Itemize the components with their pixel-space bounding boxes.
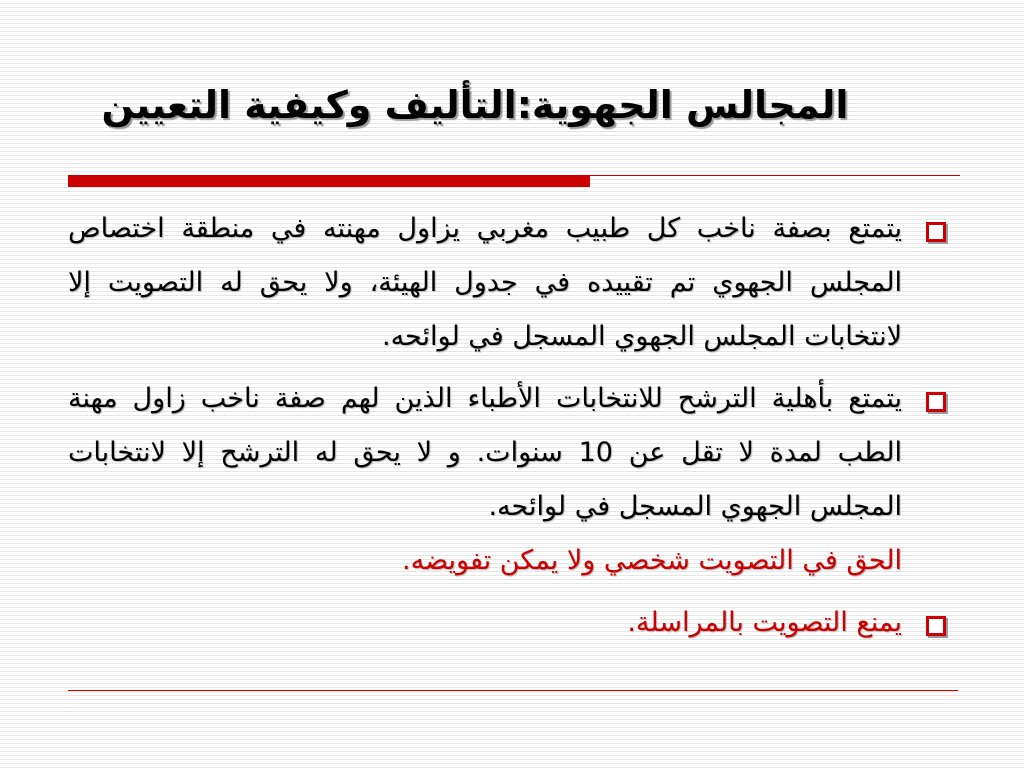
hollow-square-bullet-icon [926, 222, 946, 242]
bottom-divider [68, 690, 958, 691]
bullet-item-1-text: يتمتع بصفة ناخب كل طبيب مغربي يزاول مهنته في منطقة اختصاص المجلس الجهوي تم تقييده في جدول الهيئة، ولا يحق له التصويت إلا لانتخابات المجلس الجهوي المسجل في لوائحه. [68, 213, 902, 352]
bullet-item-1 [68, 202, 958, 364]
bullet-item-3 [68, 596, 958, 650]
hollow-square-bullet-icon [926, 392, 946, 412]
title-divider-thin [590, 175, 960, 176]
bullet-item-2-text: يتمتع بأهلية الترشح للانتخابات الأطباء الذين لهم صفة ناخب زاول مهنة الطب لمدة لا تقل عن 10 سنوات. و لا يحق له الترشح إلا لانتخابات المجلس الجهوي المسجل في لوائحه. [68, 383, 902, 522]
bullet-item-2-note: الحق في التصويت شخصي ولا يمكن تفويضه. [402, 545, 902, 576]
slide-title: المجالس الجهوية:التأليف وكيفية التعيين [101, 83, 849, 127]
bullet-list [68, 202, 958, 658]
hollow-square-bullet-icon [926, 616, 946, 636]
bullet-item-2 [68, 372, 958, 588]
bullet-item-3-text: يمنع التصويت بالمراسلة. [627, 607, 902, 638]
title-divider-red [68, 175, 590, 187]
